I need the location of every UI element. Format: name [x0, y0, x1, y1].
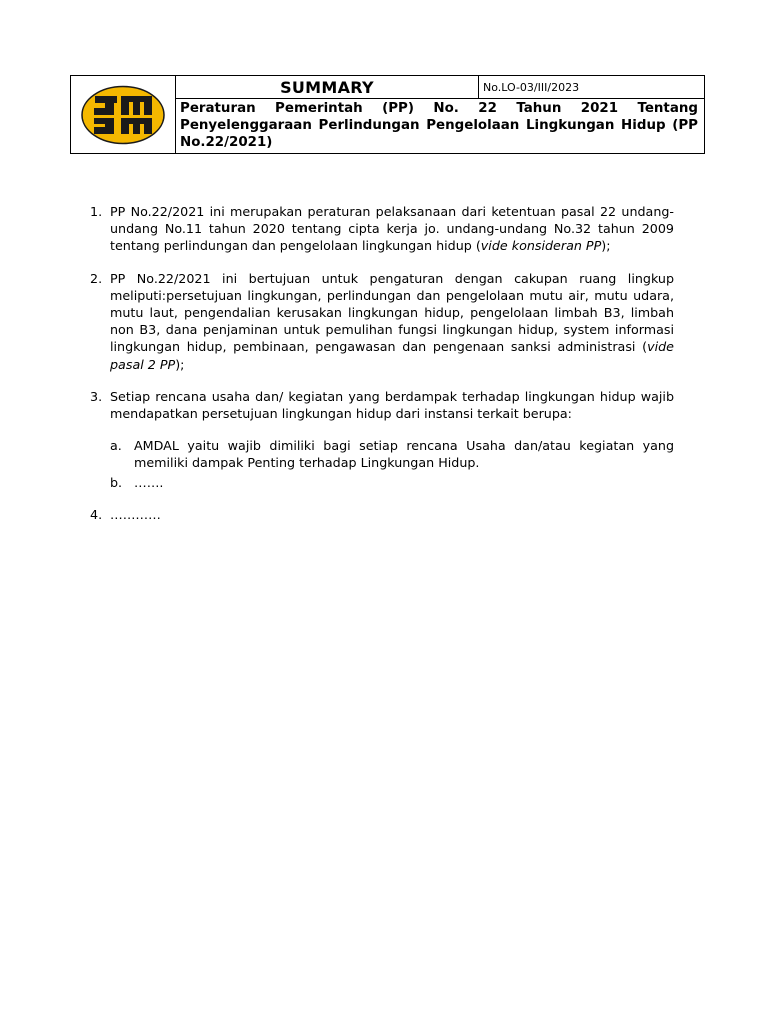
list-item: [88, 388, 674, 491]
item-citation: vide konsideran PP: [480, 238, 602, 254]
item-text: …………: [110, 506, 161, 522]
item-text-end: );: [175, 356, 185, 372]
document-subject: Peraturan Pemerintah (PP) No. 22 Tahun 2021 Tentang Penyelenggaraan Perlindungan Pengelolaan Lingkungan Hidup (PP No.22/2021): [180, 101, 698, 150]
logo-cell: [71, 76, 176, 154]
list-item: [88, 506, 674, 523]
sub-list-item: [110, 437, 674, 471]
header-table: [70, 75, 705, 154]
item-text: PP No.22/2021 ini merupakan peraturan pelaksanaan dari ketentuan pasal 22 undang-undang No.11 tahun 2020 tentang cipta kerja jo. undang-undang No.32 tahun 2009 tentang perlindungan dan pengelolaan lingkungan hidup (: [110, 204, 674, 254]
sub-item-text: AMDAL yaitu wajib dimiliki bagi setiap rencana Usaha dan/atau kegiatan yang memiliki dampak Penting terhadap Lingkungan Hidup.: [134, 438, 674, 471]
sub-item-letter: a.: [110, 438, 122, 454]
document-number: No.LO-03/III/2023: [483, 80, 580, 94]
item-citation: vide pasal 2 PP: [110, 339, 674, 372]
sub-item-letter: b.: [110, 474, 123, 490]
list-item: [88, 203, 674, 255]
sub-list-item: [110, 474, 674, 491]
item-number: 3.: [90, 388, 103, 404]
document-title: SUMMARY: [280, 77, 374, 97]
item-text: PP No.22/2021 ini bertujuan untuk pengaturan dengan cakupan ruang lingkup meliputi:persetujuan lingkungan, perlindungan dan pengelolaan mutu air, mutu udara, mutu laut, pengendalian kerusakan lingkungan hidup, pengelolaan limbah B3, limbah non B3, dana penjaminan untuk pemulihan fungsi lingkungan hidup, system informasi lingkungan hidup, pembinaan, pengawasan dan pengenaan sanksi administrasi (: [110, 270, 674, 355]
sub-item-text: …….: [134, 474, 164, 490]
item-number: 1.: [90, 204, 103, 219]
summary-body: [88, 203, 674, 538]
item-text-end: );: [601, 238, 611, 254]
item-number: 2.: [90, 270, 103, 286]
item-number: 4.: [90, 506, 103, 522]
item-text: Setiap rencana usaha dan/ kegiatan yang berdampak terhadap lingkungan hidup wajib mendapatkan persetujuan lingkungan hidup dari instansi terkait berupa:: [110, 388, 674, 422]
list-item: [88, 270, 674, 373]
subject-cell: [176, 99, 705, 154]
title-cell: [176, 76, 479, 99]
company-logo: [81, 85, 165, 145]
doc-number-cell: [479, 76, 705, 99]
sub-list: [110, 437, 674, 491]
